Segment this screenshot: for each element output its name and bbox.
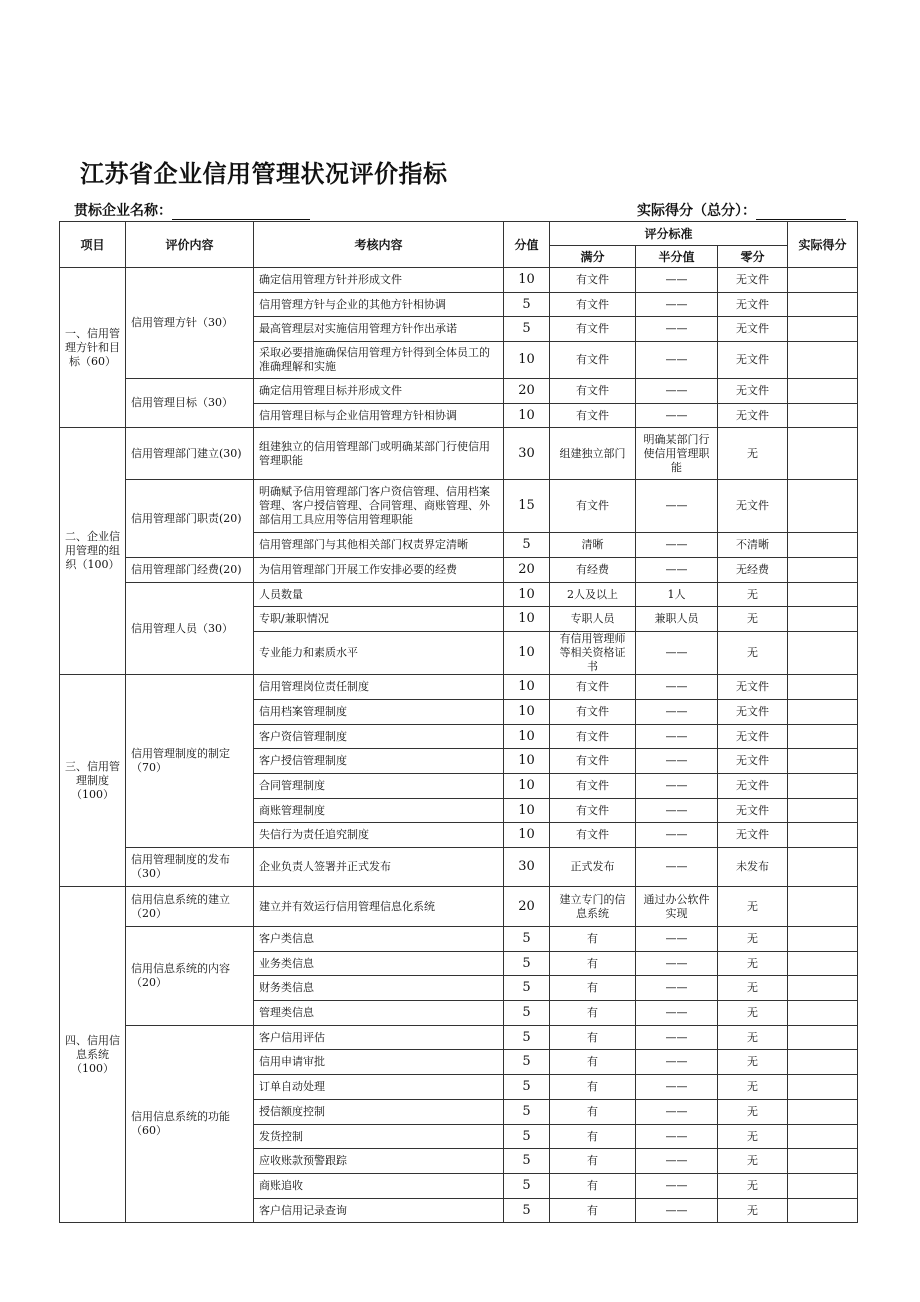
zero-cell: 无 [718, 1199, 788, 1223]
check-cell: 客户资信管理制度 [254, 725, 504, 749]
actual-score-cell[interactable] [788, 583, 858, 607]
actual-score-cell[interactable] [788, 268, 858, 293]
check-cell: 企业负责人签署并正式发布 [254, 848, 504, 887]
check-cell: 明确赋予信用管理部门客户资信管理、信用档案管理、客户授信管理、合同管理、商账管理、外部信用工具应用等信用管理职能 [254, 480, 504, 533]
check-cell: 采取必要措施确保信用管理方针得到全体员工的准确理解和实施 [254, 342, 504, 379]
score-cell: 10 [504, 700, 550, 725]
actual-score-cell[interactable] [788, 976, 858, 1001]
total-score-line [637, 200, 846, 220]
score-cell: 5 [504, 293, 550, 317]
half-cell: —— [636, 774, 718, 799]
header-row-1 [60, 222, 858, 246]
zero-cell: 无文件 [718, 823, 788, 848]
total-score-blank[interactable] [756, 205, 846, 220]
check-cell: 发货控制 [254, 1125, 504, 1149]
half-cell: —— [636, 749, 718, 774]
table-row [60, 268, 858, 293]
full-cell: 有文件 [550, 725, 636, 749]
category-cell: 一、信用管理方针和目标（60） [60, 268, 126, 428]
table-row [60, 583, 858, 607]
evaluation-table [59, 221, 858, 1223]
half-cell: —— [636, 558, 718, 583]
score-cell: 5 [504, 533, 550, 558]
score-cell: 30 [504, 428, 550, 480]
score-cell: 5 [504, 952, 550, 976]
category-cell: 四、信用信息系统（100） [60, 887, 126, 1223]
half-cell: —— [636, 632, 718, 675]
half-cell: —— [636, 533, 718, 558]
full-cell: 有 [550, 1100, 636, 1125]
half-cell: —— [636, 293, 718, 317]
table-row [60, 675, 858, 700]
full-cell: 有文件 [550, 700, 636, 725]
zero-cell: 无文件 [718, 749, 788, 774]
half-cell: —— [636, 675, 718, 700]
check-cell: 客户信用评估 [254, 1026, 504, 1050]
zero-cell: 无 [718, 1026, 788, 1050]
actual-score-cell[interactable] [788, 1100, 858, 1125]
zero-cell: 无文件 [718, 799, 788, 823]
actual-score-cell[interactable] [788, 342, 858, 379]
half-cell: —— [636, 927, 718, 952]
zero-cell: 无 [718, 583, 788, 607]
zero-cell: 无 [718, 1001, 788, 1026]
zero-cell: 无文件 [718, 379, 788, 404]
score-cell: 5 [504, 1125, 550, 1149]
score-cell: 10 [504, 342, 550, 379]
check-cell: 应收账款预警跟踪 [254, 1149, 504, 1174]
score-cell: 10 [504, 725, 550, 749]
zero-cell: 无文件 [718, 342, 788, 379]
half-cell: 兼职人员 [636, 607, 718, 632]
actual-score-cell[interactable] [788, 558, 858, 583]
score-cell: 5 [504, 927, 550, 952]
table-row [60, 927, 858, 952]
zero-cell: 无文件 [718, 480, 788, 533]
zero-cell: 无文件 [718, 404, 788, 428]
check-cell: 信用管理目标与企业信用管理方针相协调 [254, 404, 504, 428]
check-cell: 业务类信息 [254, 952, 504, 976]
subcategory-cell: 信用管理人员（30） [126, 583, 254, 675]
subcategory-cell: 信用信息系统的功能（60） [126, 1026, 254, 1223]
zero-cell: 无 [718, 1149, 788, 1174]
zero-cell: 无文件 [718, 774, 788, 799]
actual-score-cell[interactable] [788, 1075, 858, 1100]
header-check: 考核内容 [254, 222, 504, 268]
full-cell: 正式发布 [550, 848, 636, 887]
actual-score-cell[interactable] [788, 632, 858, 675]
score-cell: 10 [504, 632, 550, 675]
score-cell: 5 [504, 1100, 550, 1125]
full-cell: 有 [550, 1125, 636, 1149]
half-cell: —— [636, 1001, 718, 1026]
score-cell: 10 [504, 675, 550, 700]
zero-cell: 无 [718, 632, 788, 675]
actual-score-cell[interactable] [788, 700, 858, 725]
zero-cell: 无 [718, 976, 788, 1001]
zero-cell: 无 [718, 887, 788, 927]
check-cell: 财务类信息 [254, 976, 504, 1001]
half-cell: —— [636, 823, 718, 848]
actual-score-cell[interactable] [788, 927, 858, 952]
check-cell: 人员数量 [254, 583, 504, 607]
full-cell: 有文件 [550, 404, 636, 428]
table-row [60, 1026, 858, 1050]
header-actual: 实际得分 [788, 222, 858, 268]
full-cell: 有文件 [550, 317, 636, 342]
full-cell: 2人及以上 [550, 583, 636, 607]
header-half: 半分值 [636, 246, 718, 268]
actual-score-cell[interactable] [788, 317, 858, 342]
half-cell: —— [636, 1100, 718, 1125]
full-cell: 组建独立部门 [550, 428, 636, 480]
actual-score-cell[interactable] [788, 293, 858, 317]
half-cell: 明确某部门行使信用管理职能 [636, 428, 718, 480]
half-cell: —— [636, 1174, 718, 1199]
full-cell: 有文件 [550, 379, 636, 404]
full-cell: 有文件 [550, 749, 636, 774]
table-row [60, 428, 858, 480]
zero-cell: 无文件 [718, 675, 788, 700]
full-cell: 建立专门的信息系统 [550, 887, 636, 927]
check-cell: 建立并有效运行信用管理信息化系统 [254, 887, 504, 927]
actual-score-cell[interactable] [788, 749, 858, 774]
table-row [60, 558, 858, 583]
category-cell: 三、信用管理制度（100） [60, 675, 126, 887]
check-cell: 客户信用记录查询 [254, 1199, 504, 1223]
zero-cell: 无 [718, 1174, 788, 1199]
half-cell: —— [636, 1026, 718, 1050]
half-cell: —— [636, 799, 718, 823]
zero-cell: 无文件 [718, 317, 788, 342]
zero-cell: 无 [718, 1050, 788, 1075]
score-cell: 5 [504, 1075, 550, 1100]
half-cell: —— [636, 848, 718, 887]
check-cell: 授信额度控制 [254, 1100, 504, 1125]
check-cell: 专业能力和素质水平 [254, 632, 504, 675]
table-row [60, 379, 858, 404]
actual-score-cell[interactable] [788, 848, 858, 887]
actual-score-cell[interactable] [788, 952, 858, 976]
header-item: 项目 [60, 222, 126, 268]
full-cell: 有经费 [550, 558, 636, 583]
zero-cell: 无文件 [718, 725, 788, 749]
actual-score-cell[interactable] [788, 1001, 858, 1026]
half-cell: —— [636, 1199, 718, 1223]
score-cell: 5 [504, 317, 550, 342]
full-cell: 有 [550, 952, 636, 976]
half-cell: —— [636, 1125, 718, 1149]
company-name-label: 贯标企业名称： [74, 203, 172, 219]
zero-cell: 不清晰 [718, 533, 788, 558]
full-cell: 有文件 [550, 342, 636, 379]
score-cell: 10 [504, 774, 550, 799]
subcategory-cell: 信用管理目标（30） [126, 379, 254, 428]
full-cell: 有文件 [550, 293, 636, 317]
category-cell: 二、企业信用管理的组织（100） [60, 428, 126, 675]
zero-cell: 无文件 [718, 700, 788, 725]
score-cell: 10 [504, 799, 550, 823]
actual-score-cell[interactable] [788, 823, 858, 848]
full-cell: 有 [550, 1199, 636, 1223]
score-cell: 5 [504, 1199, 550, 1223]
score-cell: 10 [504, 823, 550, 848]
check-cell: 确定信用管理方针并形成文件 [254, 268, 504, 293]
full-cell: 有 [550, 1174, 636, 1199]
half-cell: —— [636, 317, 718, 342]
zero-cell: 无文件 [718, 268, 788, 293]
half-cell: —— [636, 379, 718, 404]
half-cell: —— [636, 404, 718, 428]
score-cell: 10 [504, 404, 550, 428]
half-cell: —— [636, 1149, 718, 1174]
score-cell: 5 [504, 1001, 550, 1026]
check-cell: 信用档案管理制度 [254, 700, 504, 725]
full-cell: 有文件 [550, 480, 636, 533]
zero-cell: 无文件 [718, 293, 788, 317]
half-cell: —— [636, 1075, 718, 1100]
zero-cell: 无 [718, 428, 788, 480]
full-cell: 有文件 [550, 823, 636, 848]
score-cell: 5 [504, 976, 550, 1001]
check-cell: 合同管理制度 [254, 774, 504, 799]
check-cell: 管理类信息 [254, 1001, 504, 1026]
actual-score-cell[interactable] [788, 774, 858, 799]
actual-score-cell[interactable] [788, 1026, 858, 1050]
table-row [60, 480, 858, 533]
actual-score-cell[interactable] [788, 675, 858, 700]
score-cell: 20 [504, 558, 550, 583]
check-cell: 信用管理方针与企业的其他方针相协调 [254, 293, 504, 317]
subcategory-cell: 信用管理部门职责(20) [126, 480, 254, 558]
score-cell: 10 [504, 749, 550, 774]
full-cell: 有 [550, 976, 636, 1001]
subcategory-cell: 信用信息系统的建立（20） [126, 887, 254, 927]
score-cell: 5 [504, 1149, 550, 1174]
check-cell: 信用管理岗位责任制度 [254, 675, 504, 700]
check-cell: 商账管理制度 [254, 799, 504, 823]
check-cell: 订单自动处理 [254, 1075, 504, 1100]
subcategory-cell: 信用管理部门建立(30) [126, 428, 254, 480]
zero-cell: 无 [718, 607, 788, 632]
half-cell: —— [636, 952, 718, 976]
check-cell: 组建独立的信用管理部门或明确某部门行使信用管理职能 [254, 428, 504, 480]
full-cell: 有文件 [550, 799, 636, 823]
actual-score-cell[interactable] [788, 1174, 858, 1199]
company-name-line [74, 200, 310, 220]
full-cell: 有文件 [550, 675, 636, 700]
score-cell: 5 [504, 1050, 550, 1075]
actual-score-cell[interactable] [788, 607, 858, 632]
zero-cell: 无经费 [718, 558, 788, 583]
zero-cell: 无 [718, 952, 788, 976]
table-row [60, 887, 858, 927]
half-cell: —— [636, 725, 718, 749]
check-cell: 客户类信息 [254, 927, 504, 952]
zero-cell: 无 [718, 1125, 788, 1149]
zero-cell: 无 [718, 927, 788, 952]
half-cell: —— [636, 480, 718, 533]
header-standard: 评分标准 [550, 222, 788, 246]
zero-cell: 未发布 [718, 848, 788, 887]
actual-score-cell[interactable] [788, 799, 858, 823]
company-name-blank[interactable] [172, 205, 310, 220]
half-cell: —— [636, 1050, 718, 1075]
subcategory-cell: 信用信息系统的内容（20） [126, 927, 254, 1026]
check-cell: 确定信用管理目标并形成文件 [254, 379, 504, 404]
check-cell: 专职/兼职情况 [254, 607, 504, 632]
score-cell: 10 [504, 607, 550, 632]
header-score: 分值 [504, 222, 550, 268]
full-cell: 有 [550, 1050, 636, 1075]
check-cell: 客户授信管理制度 [254, 749, 504, 774]
subcategory-cell: 信用管理方针（30） [126, 268, 254, 379]
table-row [60, 848, 858, 887]
full-cell: 有 [550, 1026, 636, 1050]
actual-score-cell[interactable] [788, 533, 858, 558]
check-cell: 为信用管理部门开展工作安排必要的经费 [254, 558, 504, 583]
subcategory-cell: 信用管理部门经费(20) [126, 558, 254, 583]
half-cell: —— [636, 976, 718, 1001]
check-cell: 失信行为责任追究制度 [254, 823, 504, 848]
actual-score-cell[interactable] [788, 887, 858, 927]
score-cell: 10 [504, 583, 550, 607]
subcategory-cell: 信用管理制度的发布（30） [126, 848, 254, 887]
actual-score-cell[interactable] [788, 1050, 858, 1075]
score-cell: 5 [504, 1174, 550, 1199]
header-content: 评价内容 [126, 222, 254, 268]
full-cell: 有 [550, 1075, 636, 1100]
zero-cell: 无 [718, 1075, 788, 1100]
half-cell: —— [636, 700, 718, 725]
half-cell: —— [636, 342, 718, 379]
full-cell: 有文件 [550, 268, 636, 293]
check-cell: 最高管理层对实施信用管理方针作出承诺 [254, 317, 504, 342]
full-cell: 有 [550, 927, 636, 952]
score-cell: 30 [504, 848, 550, 887]
check-cell: 信用申请审批 [254, 1050, 504, 1075]
actual-score-cell[interactable] [788, 404, 858, 428]
score-cell: 5 [504, 1026, 550, 1050]
header-zero: 零分 [718, 246, 788, 268]
actual-score-cell[interactable] [788, 1125, 858, 1149]
half-cell: 通过办公软件实现 [636, 887, 718, 927]
zero-cell: 无 [718, 1100, 788, 1125]
actual-score-cell[interactable] [788, 1149, 858, 1174]
score-cell: 20 [504, 887, 550, 927]
check-cell: 信用管理部门与其他相关部门权责界定清晰 [254, 533, 504, 558]
full-cell: 有文件 [550, 774, 636, 799]
full-cell: 有 [550, 1001, 636, 1026]
half-cell: —— [636, 268, 718, 293]
full-cell: 清晰 [550, 533, 636, 558]
actual-score-cell[interactable] [788, 480, 858, 533]
header-full: 满分 [550, 246, 636, 268]
full-cell: 专职人员 [550, 607, 636, 632]
score-cell: 10 [504, 268, 550, 293]
score-cell: 20 [504, 379, 550, 404]
subcategory-cell: 信用管理制度的制定（70） [126, 675, 254, 848]
total-score-label: 实际得分（总分）： [637, 203, 756, 219]
full-cell: 有信用管理师等相关资格证书 [550, 632, 636, 675]
actual-score-cell[interactable] [788, 725, 858, 749]
half-cell: 1人 [636, 583, 718, 607]
full-cell: 有 [550, 1149, 636, 1174]
actual-score-cell[interactable] [788, 1199, 858, 1223]
score-cell: 15 [504, 480, 550, 533]
actual-score-cell[interactable] [788, 428, 858, 480]
check-cell: 商账追收 [254, 1174, 504, 1199]
actual-score-cell[interactable] [788, 379, 858, 404]
page-title: 江苏省企业信用管理状况评价指标 [80, 160, 448, 188]
